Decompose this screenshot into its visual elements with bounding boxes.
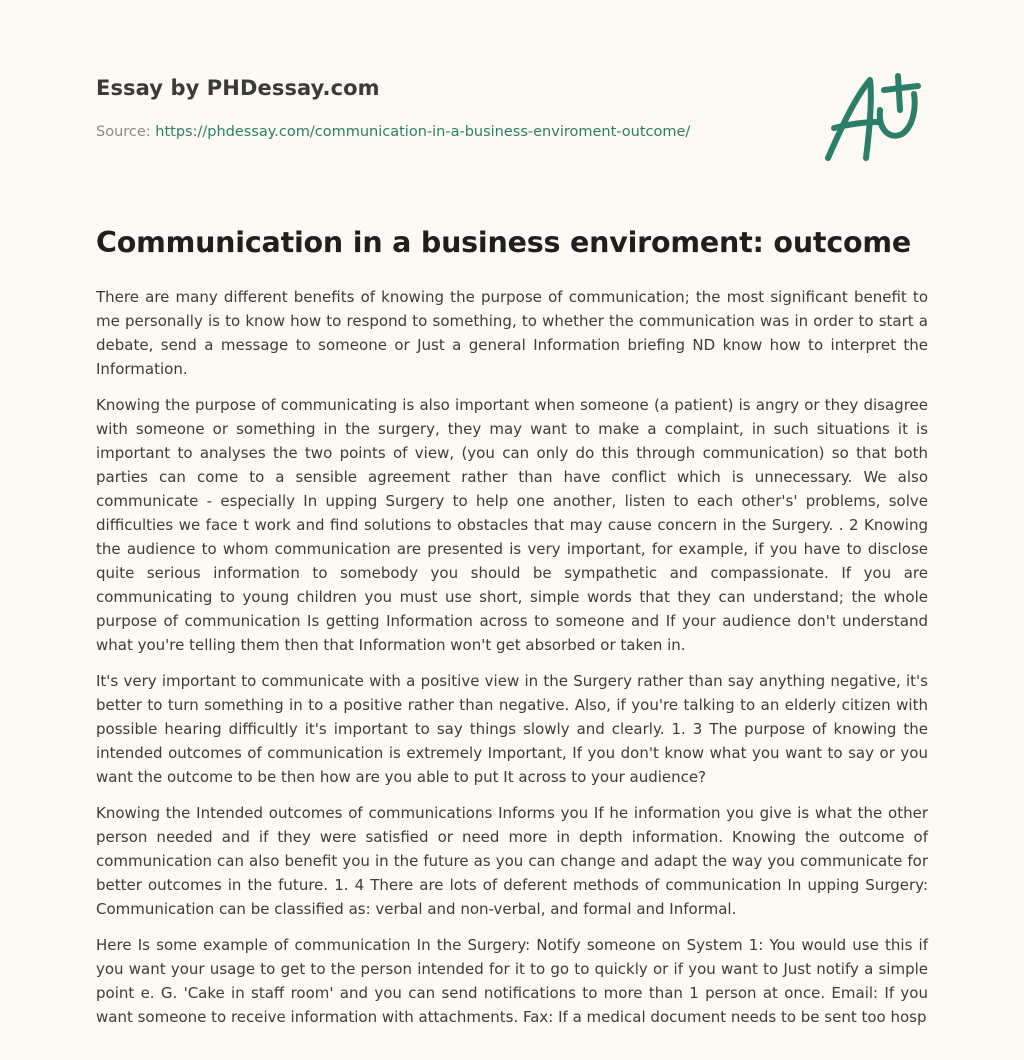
essay-paragraph: Knowing the Intended outcomes of communications Informs you If he information you give is what the other person needed and if they were satisfied or need more in depth information. Knowing the outcome of communication can also benefit you in the future as you can change and adapt the way you communicate for better outcomes in the future. 1. 4 There are lots of deferent methods of communication In upping Surgery: Communication can be classified as: verbal and non-verbal, and formal and Informal. <box>96 804 928 918</box>
a-plus-grade-icon <box>820 66 930 166</box>
essay-paragraph: Knowing the purpose of communicating is also important when someone (a patient) is angry or they disagree with someone or something in the surgery, they may want to make a complaint, in such situations it is important to analyses the two points of view, (you can only do this through communication) so that both parties can come to a sensible agreement rather than have conflict which is unnecessary. We also communicate - especially In upping Surgery to help one another, listen to each other's' problems, solve difficulties we face t work and find solutions to obstacles that may cause concern in the Surgery. . 2 Knowing the audience to whom communication are presented is very important, for example, if you have to disclose quite serious information to somebody you should be sympathetic and compassionate. If you are communicating to young children you must use short, simple words that they can understand; the whole purpose of communication Is getting Information across to someone and If your audience don't understand what you're telling them then that Information won't get absorbed or taken in. <box>96 396 928 654</box>
source-link[interactable]: https://phdessay.com/communication-in-a-business-enviroment-outcome/ <box>155 124 691 140</box>
essay-paragraph: There are many different benefits of knowing the purpose of communication; the most significant benefit to me personally is to know how to respond to something, to whether the communication was in order to start a debate, send a message to someone or Just a general Information briefing ND know how to interpret the Information. <box>96 288 928 378</box>
essay-paragraph: It's very important to communicate with a positive view in the Surgery rather than say anything negative, it's better to turn something in to a positive rather than negative. Also, if you're talking to an elderly citizen with possible hearing difficultly it's important to say things slowly and clearly. 1. 3 The purpose of knowing the intended outcomes of communication is extremely Important, If you don't know what you want to say or you want the outcome to be then how are you able to put It across to your audience? <box>96 672 928 786</box>
essay-paragraph: Here Is some example of communication In the Surgery: Notify someone on System 1: You would use this if you want your usage to get to the person intended for it to go to quickly or if you want to Just notify a simple point e. G. 'Cake in staff room' and you can send notifications to more than 1 person at once. Email: If you want someone to receive information with attachments. Fax: If a medical document needs to be sent too hosp <box>96 936 928 1026</box>
essay-title: Communication in a business enviroment: outcome <box>96 226 912 259</box>
page-header <box>96 0 928 200</box>
source-line <box>96 124 690 140</box>
source-label: Source: <box>96 124 156 140</box>
site-title: Essay by PHDessay.com <box>96 76 380 100</box>
essay-body <box>96 285 928 1041</box>
